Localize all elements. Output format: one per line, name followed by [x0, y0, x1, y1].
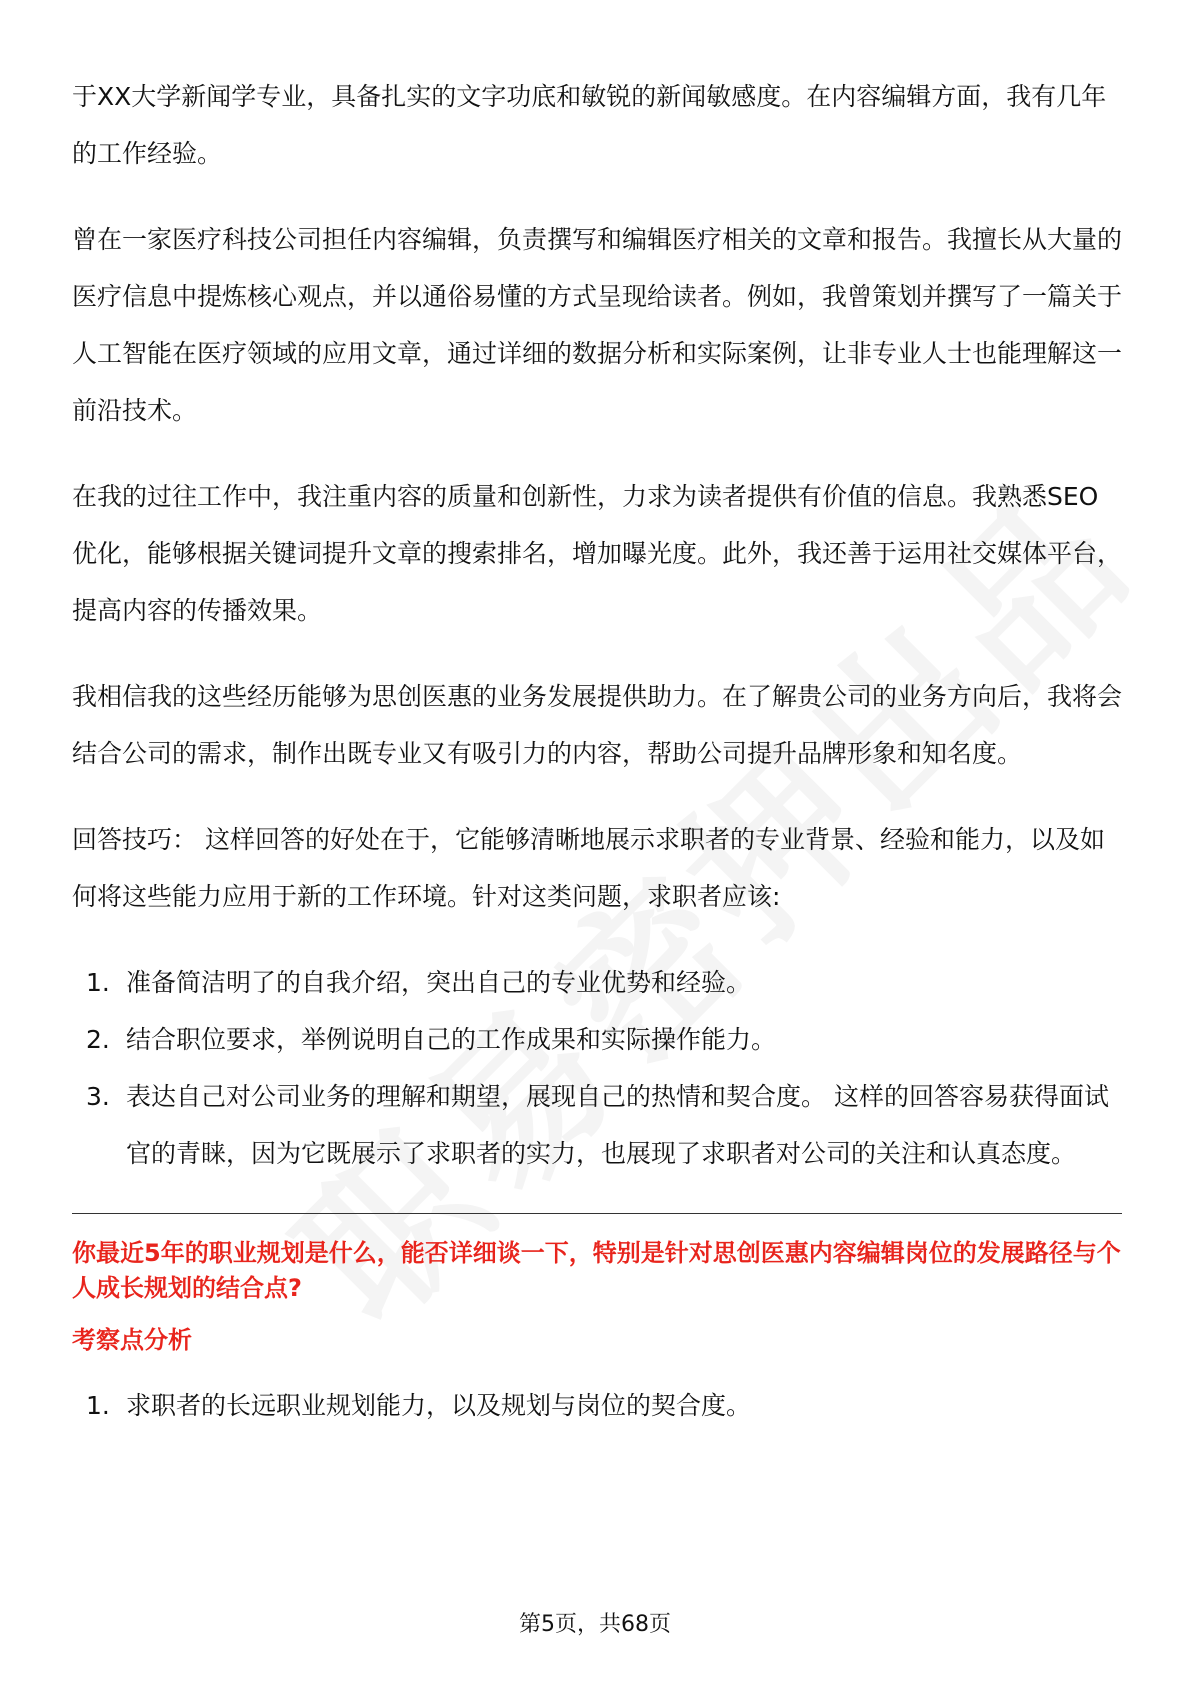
question-heading: 你最近5年的职业规划是什么，能否详细谈一下，特别是针对思创医惠内容编辑岗位的发展路径与个人成长规划的结合点?: [72, 1239, 1121, 1302]
analysis-heading: 考察点分析: [72, 1326, 192, 1354]
paragraph-education: 于XX大学新闻学专业，具备扎实的文字功底和敏锐的新闻敏感度。在内容编辑方面，我有几年的工作经验。: [72, 82, 1107, 168]
list-number: 2.: [86, 1025, 110, 1054]
list-text: 结合职位要求，举例说明自己的工作成果和实际操作能力。: [126, 1025, 777, 1054]
list-item: [72, 1068, 1122, 1182]
paragraph-answer-tips: 回答技巧： 这样回答的好处在于，它能够清晰地展示求职者的专业背景、经验和能力，以及如何将这些能力应用于新的工作环境。针对这类问题，求职者应该:: [72, 825, 1105, 911]
tips-list: [72, 954, 1122, 1182]
paragraph-experience: 曾在一家医疗科技公司担任内容编辑，负责撰写和编辑医疗相关的文章和报告。我擅长从大量的医疗信息中提炼核心观点，并以通俗易懂的方式呈现给读者。例如，我曾策划并撰写了一篇关于人工智能在医疗领域的应用文章，通过详细的数据分析和实际案例，让非专业人士也能理解这一前沿技术。: [72, 225, 1123, 425]
analysis-list: [72, 1377, 1122, 1434]
list-number: 1.: [86, 1391, 110, 1420]
list-text: 准备简洁明了的自我介绍，突出自己的专业优势和经验。: [126, 968, 752, 997]
list-item: [72, 1377, 1122, 1434]
section-divider: [72, 1213, 1122, 1214]
list-text: 表达自己对公司业务的理解和期望，展现自己的热情和契合度。 这样的回答容易获得面试官的青睐，因为它既展示了求职者的实力，也展现了求职者对公司的关注和认真态度。: [126, 1082, 1109, 1168]
paragraph-skills: 在我的过往工作中，我注重内容的质量和创新性，力求为读者提供有价值的信息。我熟悉SEO优化，能够根据关键词提升文章的搜索排名，增加曝光度。此外，我还善于运用社交媒体平台，提高内容的传播效果。: [72, 482, 1123, 625]
list-number: 1.: [86, 968, 110, 997]
list-number: 3.: [86, 1082, 110, 1111]
paragraph-motivation: 我相信我的这些经历能够为思创医惠的业务发展提供助力。在了解贵公司的业务方向后，我将会结合公司的需求，制作出既专业又有吸引力的内容，帮助公司提升品牌形象和知名度。: [72, 682, 1123, 768]
page-content: [72, 68, 1122, 1434]
list-item: [72, 1011, 1122, 1068]
list-text: 求职者的长远职业规划能力，以及规划与岗位的契合度。: [126, 1391, 752, 1420]
list-item: [72, 954, 1122, 1011]
page-number: 第5页，共68页: [519, 1612, 671, 1637]
